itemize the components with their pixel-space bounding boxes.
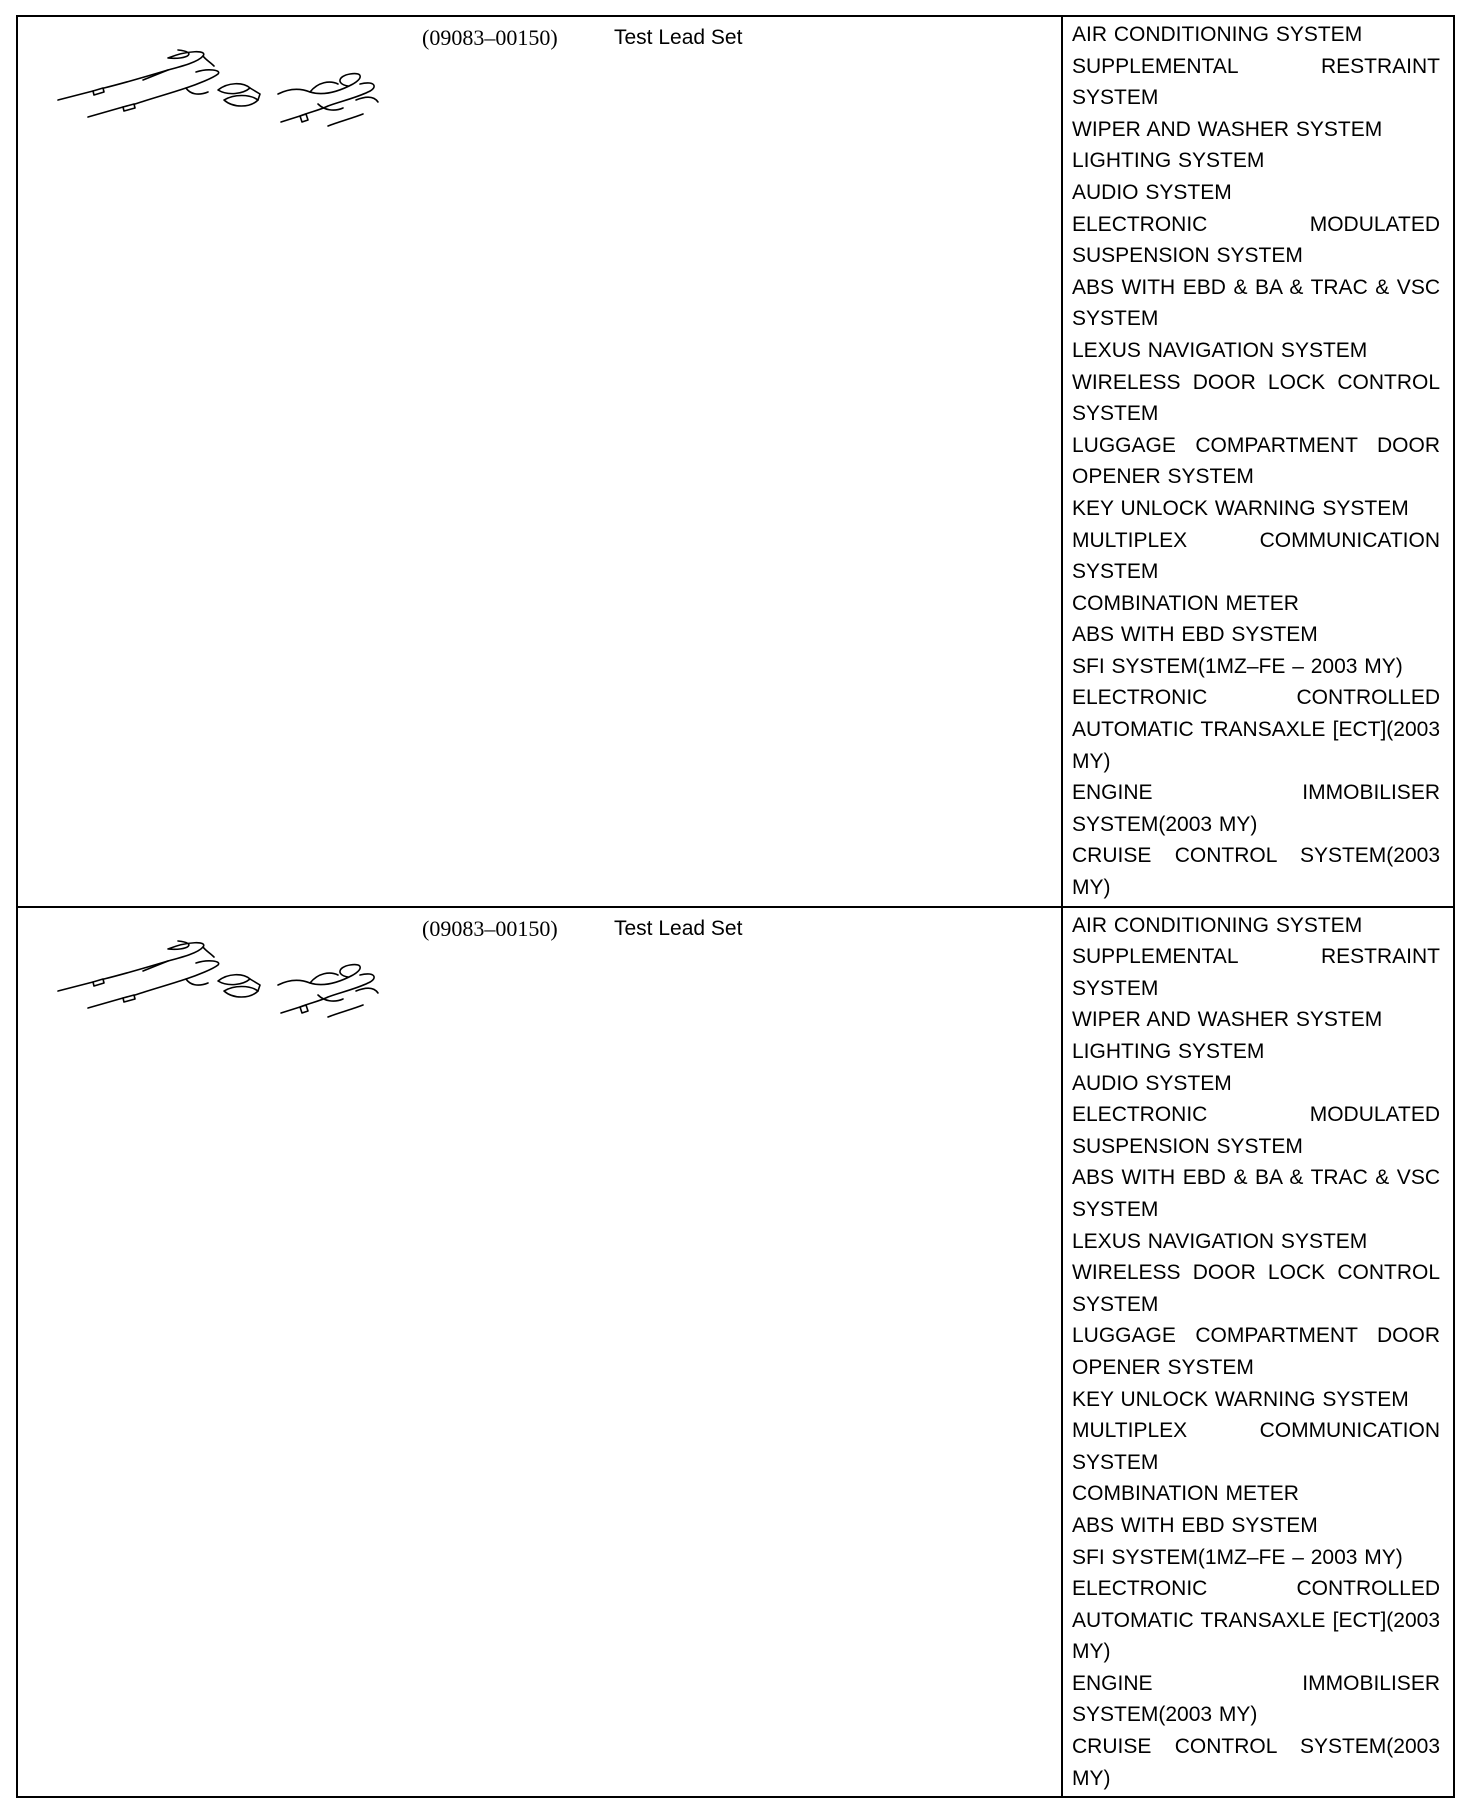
tool-cell	[18, 17, 1063, 906]
system-item: LUGGAGE COMPARTMENT DOOR OPENER SYSTEM	[1072, 433, 1440, 489]
tool-name: Test Lead Set	[614, 916, 743, 940]
system-item: ABS WITH EBD & BA & TRAC & VSC SYSTEM	[1072, 1166, 1440, 1221]
system-item: KEY UNLOCK WARNING SYSTEM	[1072, 496, 1409, 520]
system-item: CRUISE CONTROL SYSTEM(2003 MY)	[1072, 1735, 1440, 1790]
test-lead-set-drawing-icon	[38, 22, 383, 132]
system-item: ABS WITH EBD SYSTEM	[1072, 623, 1318, 647]
special-service-tools-table	[16, 15, 1455, 1798]
system-item: ABS WITH EBD SYSTEM	[1072, 1513, 1318, 1537]
system-item: ELECTRONIC CONTROLLED AUTOMATIC TRANSAXLE [ECT](2003 MY)	[1072, 686, 1440, 773]
system-item: LEXUS NAVIGATION SYSTEM	[1072, 1229, 1368, 1253]
tool-row	[18, 906, 1453, 1797]
system-item: COMBINATION METER	[1072, 1482, 1299, 1506]
system-item: ELECTRONIC CONTROLLED AUTOMATIC TRANSAXLE [ECT](2003 MY)	[1072, 1577, 1440, 1664]
system-item: COMBINATION METER	[1072, 591, 1299, 615]
system-item: AIR CONDITIONING SYSTEM	[1072, 913, 1363, 937]
applicable-systems-cell	[1063, 17, 1453, 906]
system-item: SFI SYSTEM(1MZ–FE – 2003 MY)	[1072, 654, 1403, 678]
system-item: LEXUS NAVIGATION SYSTEM	[1072, 338, 1368, 362]
system-item: WIPER AND WASHER SYSTEM	[1072, 1008, 1383, 1032]
tool-name: Test Lead Set	[614, 26, 743, 49]
system-item: SFI SYSTEM(1MZ–FE – 2003 MY)	[1072, 1545, 1403, 1569]
system-item: AIR CONDITIONING SYSTEM	[1072, 23, 1363, 46]
system-item: KEY UNLOCK WARNING SYSTEM	[1072, 1387, 1409, 1411]
system-item: LIGHTING SYSTEM	[1072, 1040, 1265, 1063]
system-item: WIRELESS DOOR LOCK CONTROL SYSTEM	[1072, 1261, 1440, 1316]
system-item: SUPPLEMENTAL RESTRAINT SYSTEM	[1072, 945, 1440, 1000]
system-item: ENGINE IMMOBILISER SYSTEM(2003 MY)	[1072, 1671, 1440, 1727]
system-item: ABS WITH EBD & BA & TRAC & VSC SYSTEM	[1072, 275, 1440, 331]
system-item: WIRELESS DOOR LOCK CONTROL SYSTEM	[1072, 370, 1440, 426]
system-item: LIGHTING SYSTEM	[1072, 149, 1265, 173]
applicable-systems-cell	[1063, 908, 1453, 1797]
tool-cell	[18, 908, 1063, 1797]
system-item: ELECTRONIC MODULATED SUSPENSION SYSTEM	[1072, 1103, 1440, 1158]
system-item: WIPER AND WASHER SYSTEM	[1072, 117, 1383, 141]
test-lead-set-drawing-icon	[38, 913, 383, 1023]
system-item: CRUISE CONTROL SYSTEM(2003 MY)	[1072, 844, 1440, 900]
system-item: MULTIPLEX COMMUNICATION SYSTEM	[1072, 1419, 1440, 1474]
system-item: MULTIPLEX COMMUNICATION SYSTEM	[1072, 528, 1440, 584]
system-item: ENGINE IMMOBILISER SYSTEM(2003 MY)	[1072, 781, 1440, 836]
part-number: (09083–00150)	[422, 915, 558, 941]
tool-row	[18, 17, 1453, 906]
system-item: AUDIO SYSTEM	[1072, 1071, 1232, 1095]
system-item: ELECTRONIC MODULATED SUSPENSION SYSTEM	[1072, 212, 1440, 268]
system-item: AUDIO SYSTEM	[1072, 180, 1232, 204]
system-item: SUPPLEMENTAL RESTRAINT SYSTEM	[1072, 54, 1440, 110]
part-number: (09083–00150)	[422, 25, 558, 50]
system-item: LUGGAGE COMPARTMENT DOOR OPENER SYSTEM	[1072, 1324, 1440, 1379]
